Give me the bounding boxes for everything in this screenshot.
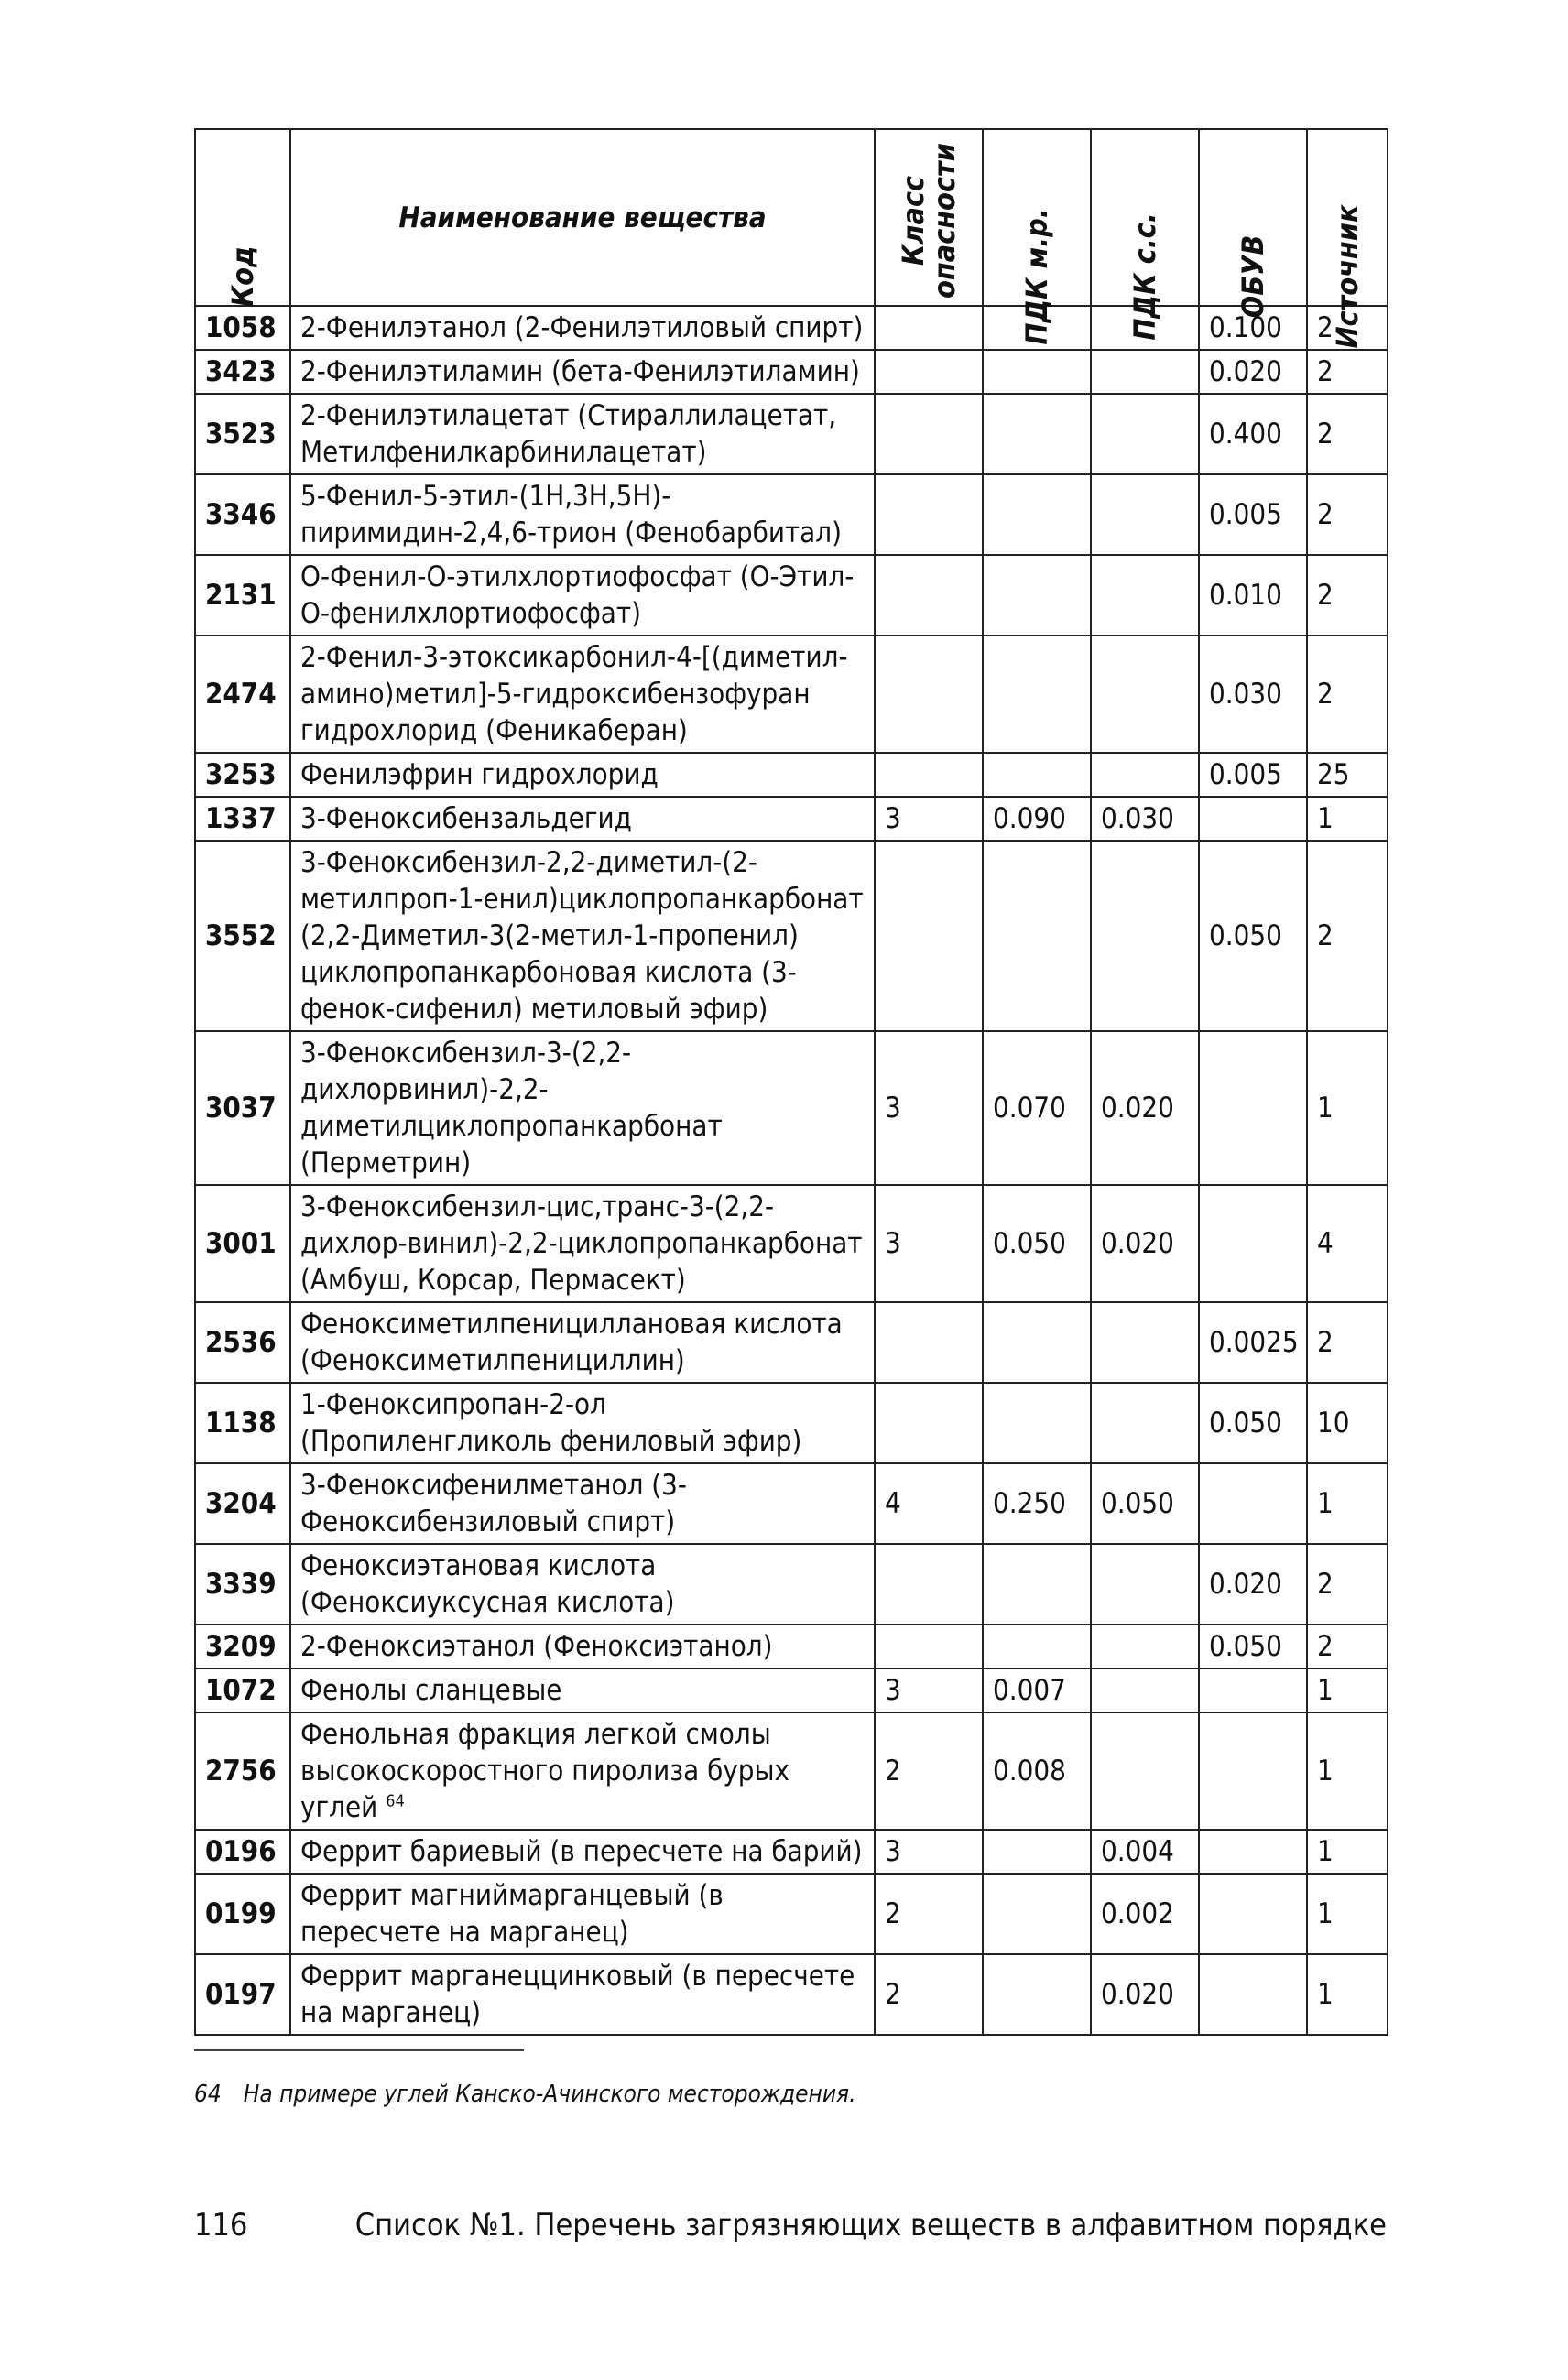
source-cell: 2 xyxy=(1307,474,1388,555)
source-cell: 1 xyxy=(1307,1712,1388,1830)
class-cell: 3 xyxy=(875,1185,983,1302)
class-cell xyxy=(875,753,983,797)
table-row xyxy=(195,1302,1388,1383)
obuv-cell: 0.010 xyxy=(1199,555,1307,636)
obuv-cell: 0.020 xyxy=(1199,1544,1307,1625)
obuv-cell xyxy=(1199,1954,1307,2035)
class-cell xyxy=(875,350,983,394)
pdk-mr-cell xyxy=(983,1625,1091,1668)
class-cell xyxy=(875,1625,983,1668)
source-cell: 1 xyxy=(1307,797,1388,841)
source-cell: 2 xyxy=(1307,306,1388,350)
obuv-cell xyxy=(1199,797,1307,841)
pdk-ss-cell: 0.030 xyxy=(1091,797,1199,841)
obuv-cell xyxy=(1199,1874,1307,1954)
pdk-mr-cell: 0.250 xyxy=(983,1463,1091,1544)
header-name: Наименование вещества xyxy=(290,129,875,306)
pdk-mr-cell xyxy=(983,350,1091,394)
class-cell xyxy=(875,394,983,474)
table-row xyxy=(195,753,1388,797)
name-cell: 2-Фенилэтилацетат (Стираллилацетат, Метилфенилкарбинилацетат) xyxy=(290,394,875,474)
pdk-ss-cell xyxy=(1091,1668,1199,1712)
name-cell: Феррит бариевый (в пересчете на барий) xyxy=(290,1830,875,1874)
table-row xyxy=(195,1954,1388,2035)
pdk-ss-cell xyxy=(1091,1625,1199,1668)
header-class: Класс опасности xyxy=(875,129,983,306)
code-cell: 3552 xyxy=(195,841,290,1031)
obuv-cell xyxy=(1199,1185,1307,1302)
name-cell: 2-Фенилэтанол (2-Фенилэтиловый спирт) xyxy=(290,306,875,350)
code-cell: 2536 xyxy=(195,1302,290,1383)
running-footer-title: Список №1. Перечень загрязняющих веществ в алфавитном порядке xyxy=(354,2207,1387,2244)
table-row xyxy=(195,306,1388,350)
table-row xyxy=(195,1383,1388,1463)
table-row xyxy=(195,555,1388,636)
pdk-mr-cell xyxy=(983,474,1091,555)
code-cell: 3204 xyxy=(195,1463,290,1544)
code-cell: 0197 xyxy=(195,1954,290,2035)
name-cell: Феррит магниймарганцевый (в пересчете на марганец) xyxy=(290,1874,875,1954)
code-cell: 0199 xyxy=(195,1874,290,1954)
pdk-mr-cell xyxy=(983,1383,1091,1463)
table-row xyxy=(195,1830,1388,1874)
code-cell: 2756 xyxy=(195,1712,290,1830)
name-cell: 3-Феноксибензил-2,2-диметил-(2-метилпроп-1-енил)циклопропанкарбонат (2,2-Диметил-3(2-метил-1-пропенил) циклопропанкарбоновая кислота (3-фенок-сифенил) метиловый эфир) xyxy=(290,841,875,1031)
table-row xyxy=(195,1031,1388,1185)
header-code: Код xyxy=(195,129,290,306)
obuv-cell: 0.050 xyxy=(1199,1383,1307,1463)
pdk-mr-cell xyxy=(983,841,1091,1031)
code-cell: 1072 xyxy=(195,1668,290,1712)
class-cell xyxy=(875,1544,983,1625)
table-row xyxy=(195,1874,1388,1954)
name-cell: 5-Фенил-5-этил-(1H,3H,5H)-пиримидин-2,4,6-трион (Фенобарбитал) xyxy=(290,474,875,555)
table-row xyxy=(195,1544,1388,1625)
code-cell: 3346 xyxy=(195,474,290,555)
header-pdk-ss: ПДК с.с. xyxy=(1091,129,1199,306)
class-cell xyxy=(875,555,983,636)
pdk-mr-cell xyxy=(983,1830,1091,1874)
pdk-ss-cell xyxy=(1091,841,1199,1031)
obuv-cell xyxy=(1199,1463,1307,1544)
class-cell xyxy=(875,306,983,350)
obuv-cell: 0.005 xyxy=(1199,753,1307,797)
table-body xyxy=(195,306,1388,2035)
pdk-mr-cell xyxy=(983,1954,1091,2035)
pdk-ss-cell: 0.002 xyxy=(1091,1874,1199,1954)
class-cell xyxy=(875,636,983,753)
obuv-cell: 0.050 xyxy=(1199,841,1307,1031)
page-number: 116 xyxy=(194,2207,248,2244)
obuv-cell: 0.0025 xyxy=(1199,1302,1307,1383)
table-row xyxy=(195,350,1388,394)
pdk-ss-cell xyxy=(1091,394,1199,474)
class-cell: 3 xyxy=(875,1031,983,1185)
code-cell: 3253 xyxy=(195,753,290,797)
name-cell: Феноксиэтановая кислота (Феноксиуксусная кислота) xyxy=(290,1544,875,1625)
pdk-mr-cell xyxy=(983,753,1091,797)
code-cell: 1138 xyxy=(195,1383,290,1463)
class-cell: 3 xyxy=(875,797,983,841)
name-cell: 3-Феноксибензил-цис,транс-3-(2,2-дихлор-винил)-2,2-циклопропанкарбонат (Амбуш, Корсар, Пермасект) xyxy=(290,1185,875,1302)
table-row xyxy=(195,841,1388,1031)
pdk-mr-cell: 0.007 xyxy=(983,1668,1091,1712)
table-row xyxy=(195,474,1388,555)
class-cell: 2 xyxy=(875,1874,983,1954)
code-cell: 1337 xyxy=(195,797,290,841)
code-cell: 3423 xyxy=(195,350,290,394)
table-row xyxy=(195,1668,1388,1712)
name-cell: 2-Феноксиэтанол (Феноксиэтанол) xyxy=(290,1625,875,1668)
pdk-ss-cell: 0.020 xyxy=(1091,1954,1199,2035)
footnote-text: На примере углей Канско-Ачинского месторождения. xyxy=(243,2081,856,2108)
name-cell: 2-Фенил-3-этоксикарбонил-4-[(диметил-амино)метил]-5-гидроксибензофуран гидрохлорид (Феникаберан) xyxy=(290,636,875,753)
class-cell: 4 xyxy=(875,1463,983,1544)
obuv-cell: 0.020 xyxy=(1199,350,1307,394)
class-cell xyxy=(875,841,983,1031)
class-cell: 2 xyxy=(875,1954,983,2035)
code-cell: 3037 xyxy=(195,1031,290,1185)
pdk-ss-cell: 0.020 xyxy=(1091,1031,1199,1185)
source-cell: 2 xyxy=(1307,636,1388,753)
code-cell: 3523 xyxy=(195,394,290,474)
name-cell: Фенолы сланцевые xyxy=(290,1668,875,1712)
source-cell: 2 xyxy=(1307,350,1388,394)
table-row xyxy=(195,1625,1388,1668)
header-obuv: ОБУВ xyxy=(1199,129,1307,306)
source-cell: 1 xyxy=(1307,1830,1388,1874)
table-row xyxy=(195,636,1388,753)
footnote xyxy=(194,2079,856,2110)
pdk-ss-cell: 0.004 xyxy=(1091,1830,1199,1874)
pdk-ss-cell: 0.050 xyxy=(1091,1463,1199,1544)
source-cell: 1 xyxy=(1307,1954,1388,2035)
name-cell: О-Фенил-О-этилхлортиофосфат (О-Этил-О-фенилхлортиофосфат) xyxy=(290,555,875,636)
name-cell: Феррит марганеццинковый (в пересчете на марганец) xyxy=(290,1954,875,2035)
name-cell: 3-Феноксифенилметанол (3-Феноксибензиловый спирт) xyxy=(290,1463,875,1544)
class-cell xyxy=(875,1302,983,1383)
obuv-cell xyxy=(1199,1031,1307,1185)
footnote-number: 64 xyxy=(194,2081,222,2108)
table-row xyxy=(195,1463,1388,1544)
pdk-mr-cell xyxy=(983,1302,1091,1383)
pdk-ss-cell xyxy=(1091,474,1199,555)
pdk-mr-cell xyxy=(983,636,1091,753)
pdk-ss-cell xyxy=(1091,636,1199,753)
pdk-mr-cell: 0.090 xyxy=(983,797,1091,841)
source-cell: 1 xyxy=(1307,1463,1388,1544)
source-cell: 2 xyxy=(1307,1302,1388,1383)
obuv-cell xyxy=(1199,1712,1307,1830)
pdk-mr-cell xyxy=(983,394,1091,474)
header-pdk-mr: ПДК м.р. xyxy=(983,129,1091,306)
class-cell: 3 xyxy=(875,1830,983,1874)
pdk-mr-cell: 0.050 xyxy=(983,1185,1091,1302)
pdk-ss-cell xyxy=(1091,555,1199,636)
obuv-cell xyxy=(1199,1830,1307,1874)
header-source: Источник xyxy=(1307,129,1388,306)
pdk-ss-cell xyxy=(1091,1302,1199,1383)
code-cell: 2131 xyxy=(195,555,290,636)
pdk-ss-cell xyxy=(1091,1712,1199,1830)
class-cell xyxy=(875,1383,983,1463)
pdk-mr-cell xyxy=(983,1874,1091,1954)
source-cell: 1 xyxy=(1307,1668,1388,1712)
code-cell: 3001 xyxy=(195,1185,290,1302)
name-cell: 1-Феноксипропан-2-ол (Пропиленгликоль фениловый эфир) xyxy=(290,1383,875,1463)
pdk-mr-cell: 0.008 xyxy=(983,1712,1091,1830)
code-cell: 2474 xyxy=(195,636,290,753)
source-cell: 2 xyxy=(1307,394,1388,474)
table-row xyxy=(195,797,1388,841)
table-row xyxy=(195,394,1388,474)
source-cell: 1 xyxy=(1307,1874,1388,1954)
name-cell: Фенилэфрин гидрохлорид xyxy=(290,753,875,797)
substances-table xyxy=(194,128,1388,2036)
footnote-divider xyxy=(194,2049,524,2051)
obuv-cell: 0.050 xyxy=(1199,1625,1307,1668)
pdk-ss-cell xyxy=(1091,1383,1199,1463)
pdk-ss-cell xyxy=(1091,350,1199,394)
table-header-row xyxy=(195,129,1388,306)
code-cell: 1058 xyxy=(195,306,290,350)
obuv-cell: 0.100 xyxy=(1199,306,1307,350)
table-row xyxy=(195,1185,1388,1302)
obuv-cell xyxy=(1199,1668,1307,1712)
obuv-cell: 0.400 xyxy=(1199,394,1307,474)
pdk-ss-cell xyxy=(1091,1544,1199,1625)
class-cell xyxy=(875,474,983,555)
name-cell: 3-Феноксибензил-3-(2,2-дихлорвинил)-2,2-диметилциклопропанкарбонат (Перметрин) xyxy=(290,1031,875,1185)
obuv-cell: 0.030 xyxy=(1199,636,1307,753)
code-cell: 0196 xyxy=(195,1830,290,1874)
footnote-ref: 64 xyxy=(386,1791,405,1811)
source-cell: 25 xyxy=(1307,753,1388,797)
class-cell: 2 xyxy=(875,1712,983,1830)
pdk-ss-cell xyxy=(1091,753,1199,797)
code-cell: 3209 xyxy=(195,1625,290,1668)
source-cell: 2 xyxy=(1307,1625,1388,1668)
source-cell: 1 xyxy=(1307,1031,1388,1185)
pdk-mr-cell xyxy=(983,1544,1091,1625)
source-cell: 2 xyxy=(1307,1544,1388,1625)
table-row xyxy=(195,1712,1388,1830)
pdk-ss-cell: 0.020 xyxy=(1091,1185,1199,1302)
source-cell: 4 xyxy=(1307,1185,1388,1302)
code-cell: 3339 xyxy=(195,1544,290,1625)
pdk-mr-cell: 0.070 xyxy=(983,1031,1091,1185)
obuv-cell: 0.005 xyxy=(1199,474,1307,555)
pdk-mr-cell xyxy=(983,555,1091,636)
source-cell: 10 xyxy=(1307,1383,1388,1463)
name-cell: Фенольная фракция легкой смолы высокоскоростного пиролиза бурых углей $^{64}$ xyxy=(290,1712,875,1830)
source-cell: 2 xyxy=(1307,841,1388,1031)
class-cell: 3 xyxy=(875,1668,983,1712)
name-cell: Феноксиметилпенициллановая кислота (Феноксиметилпенициллин) xyxy=(290,1302,875,1383)
name-cell: 2-Фенилэтиламин (бета-Фенилэтиламин) xyxy=(290,350,875,394)
name-cell: 3-Феноксибензальдегид xyxy=(290,797,875,841)
source-cell: 2 xyxy=(1307,555,1388,636)
